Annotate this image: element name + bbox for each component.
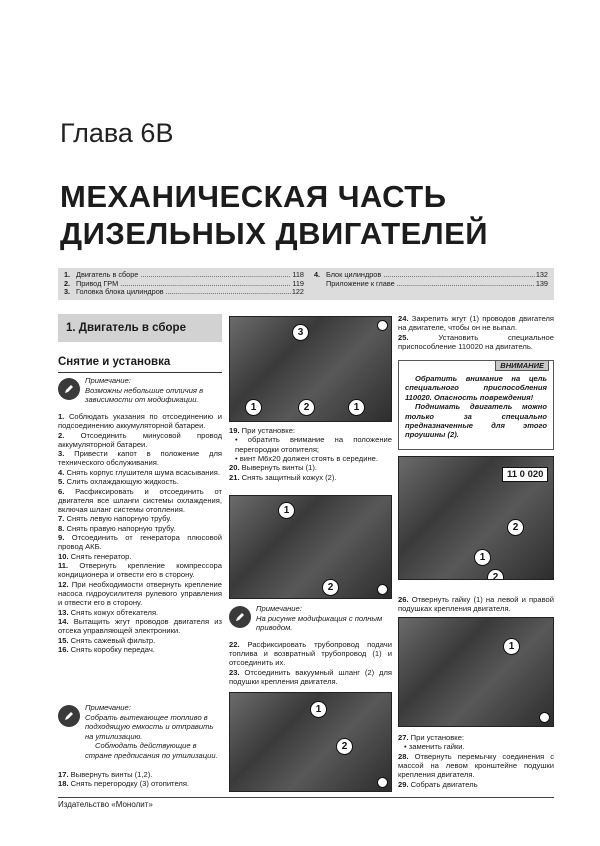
note-block [58, 703, 222, 760]
note-heading: Примечание: [256, 604, 302, 613]
figure-fuel-lines [229, 692, 392, 792]
steps-list-3 [229, 426, 392, 482]
step-item: 21. Снять защитный кожух (2). [229, 472, 337, 482]
warning-box [398, 360, 554, 450]
steps-list-2 [58, 770, 222, 789]
steps-list-5 [398, 314, 554, 351]
tool-number-tag: 11 0 020 [502, 467, 548, 482]
figure-callout: 2 [298, 399, 315, 416]
toc-num: 1. [64, 270, 71, 279]
step-item: 1. Соблюдать указания по отсоединению и подсоединению аккумуляторной батареи. [58, 412, 222, 431]
steps-list-1 [58, 412, 222, 654]
title-line-1: МЕХАНИЧЕСКАЯ ЧАСТЬ [60, 179, 447, 214]
step-item: 29. Собрать двигатель [398, 779, 478, 789]
note-heading: Примечание: [85, 703, 131, 712]
toc-title: Привод ГРМ ..... [76, 280, 291, 289]
step-item: 22. Расфиксировать трубопровод подачи топлива и возвратный трубопровод (1) и отсоединить их. [229, 640, 392, 668]
figure-engine-mount [398, 617, 554, 727]
step-item: 23. Отсоединить вакуумный шланг (2) для подушки крепления двигателя. [229, 667, 392, 686]
step-item: 25. Установить специальное приспособление 110020 на двигатель. [398, 332, 554, 351]
note-text: Собрать вытекающее топливо в подходящую емкость и отправить на утилизацию. [85, 712, 214, 741]
figure-callout: 1 [278, 502, 295, 519]
toc-title: Приложение к главе ..... [326, 280, 535, 289]
step-item: 27. При установке: [398, 733, 465, 742]
note-text: На рисунке модификация с полным приводом. [256, 613, 383, 632]
section-title: 1. Двигатель в сборе [58, 314, 222, 342]
toc-page: 122 [291, 287, 304, 297]
toc-row[interactable] [64, 288, 304, 297]
step-item: 7. Снять левую напорную трубу. [58, 514, 172, 524]
step-item: 26. Отвернуть гайку (1) на левой и правой подушках крепления двигателя. [398, 595, 554, 614]
figure-callout: 2 [487, 569, 504, 580]
subsection-divider [58, 372, 222, 373]
chapter-label: Глава 6В [60, 118, 174, 148]
warning-text: Обратить внимание на цель специального приспособления 110020. Опасность повреждения! [405, 374, 547, 402]
toc-num [314, 280, 326, 289]
toc-page: 118 [292, 270, 304, 279]
table-of-contents [58, 268, 554, 300]
note-heading: Примечание: [85, 376, 131, 385]
figure-marker-icon [377, 320, 388, 331]
toc-num: 4. [314, 270, 321, 279]
toc-num: 2. [64, 278, 71, 288]
step-item: 2. Отсоединить минусовой провод аккумуляторной батареи. [58, 430, 222, 449]
toc-row[interactable] [314, 280, 548, 289]
step-item: 10. Снять генератор. [58, 551, 132, 561]
step-item: 13. Снять кожух обтекателя. [58, 607, 159, 617]
step-item: 9. Отсоединить от генератора плюсовой провод АКБ. [58, 533, 222, 552]
step-item: 28. Отвернуть перемычку соединения с массой на левом кронштейне подушки крепления двигателя. [398, 751, 554, 780]
toc-title: Блок цилиндров ..... [326, 271, 535, 280]
note-block [229, 604, 392, 633]
step-item: • винт M6x20 должен стоять в середине. [235, 453, 378, 463]
note-text: Возможны небольшие отличия в зависимости от модификации. [85, 385, 204, 404]
toc-page: 132 [535, 270, 548, 279]
steps-list-6 [398, 595, 554, 614]
pencil-note-icon [58, 378, 80, 400]
steps-list-7 [398, 733, 554, 789]
publisher-label: Издательство «Монолит» [58, 800, 153, 809]
figure-callout: 1 [348, 399, 365, 416]
warning-text: Поднимать двигатель можно только за специально предназначенные для этого проушины (2). [405, 402, 547, 440]
toc-title: Двигатель в сборе ..... [76, 271, 291, 280]
toc-row[interactable] [64, 280, 304, 289]
toc-row[interactable] [314, 271, 548, 280]
figure-callout: 2 [507, 519, 524, 536]
warning-badge: ВНИМАНИЕ [495, 360, 549, 371]
steps-list-4 [229, 640, 392, 686]
figure-callout: 1 [474, 549, 491, 566]
step-item: 11. Отвернуть крепление компрессора кондиционера и отвести его в сторону. [58, 561, 222, 580]
note-block [58, 376, 222, 405]
toc-page: 139 [535, 278, 548, 288]
figure-protective-cover [229, 495, 392, 599]
step-item: • заменить гайки. [404, 742, 465, 752]
toc-row[interactable] [64, 271, 304, 280]
figure-heater-partition [229, 316, 392, 422]
step-item: • обратить внимание на положение перегородки отопителя; [235, 435, 392, 454]
toc-title: Головка блока цилиндров ..... [76, 288, 291, 297]
step-item: 20. Вывернуть винты (1). [229, 463, 318, 473]
step-item: 18. Снять перегородку (3) отопителя. [58, 779, 190, 789]
toc-num: 3. [64, 287, 71, 297]
step-item: 5. Слить охлаждающую жидкость. [58, 477, 179, 487]
figure-callout: 3 [292, 324, 309, 341]
step-item: 8. Снять правую напорную трубу. [58, 523, 176, 533]
subsection-title: Снятие и установка [58, 356, 171, 368]
toc-page: 119 [292, 278, 304, 288]
step-item: 6. Расфиксировать и отсоединить от двигателя все шланги системы охлаждения, включая шланг системы отопления. [58, 486, 222, 514]
figure-callout: 1 [245, 399, 262, 416]
figure-callout: 2 [322, 579, 339, 596]
figure-marker-icon [539, 712, 550, 723]
pencil-note-icon [229, 606, 251, 628]
step-item: 4. Снять корпус глушителя шума всасывания. [58, 467, 220, 477]
pencil-note-icon [58, 705, 80, 727]
title-line-2: ДИЗЕЛЬНЫХ ДВИГАТЕЛЕЙ [60, 216, 489, 251]
step-item: 24. Закрепить жгут (1) проводов двигателя на двигателе, чтобы он не выпал. [398, 314, 554, 333]
figure-callout: 1 [310, 701, 327, 718]
step-item: 16. Снять коробку передач. [58, 644, 155, 654]
footer-divider [58, 797, 554, 798]
figure-callout: 1 [503, 638, 520, 655]
figure-callout: 2 [336, 738, 353, 755]
figure-marker-icon [377, 777, 388, 788]
step-item: 14. Вытащить жгут проводов двигателя из отсека управляющей электроники. [58, 616, 222, 636]
figure-special-tool [398, 456, 554, 580]
step-item: 3. Привести капот в положение для технического обслуживания. [58, 449, 222, 468]
toc-right-column [314, 271, 548, 288]
toc-left-column [64, 271, 304, 297]
step-item: 19. При установке: [229, 426, 296, 435]
figure-marker-icon [377, 584, 388, 595]
step-item: 12. При необходимости отвернуть крепление насоса гидроусилителя рулевого управления и отвести его в сторону. [58, 579, 222, 608]
page-title [60, 178, 488, 252]
step-item: 17. Вывернуть винты (1,2). [58, 770, 153, 779]
step-item: 15. Снять сажевый фильтр. [58, 635, 156, 645]
note-text-extra: Соблюдать действующие в стране предписания по утилизации. [85, 741, 218, 760]
